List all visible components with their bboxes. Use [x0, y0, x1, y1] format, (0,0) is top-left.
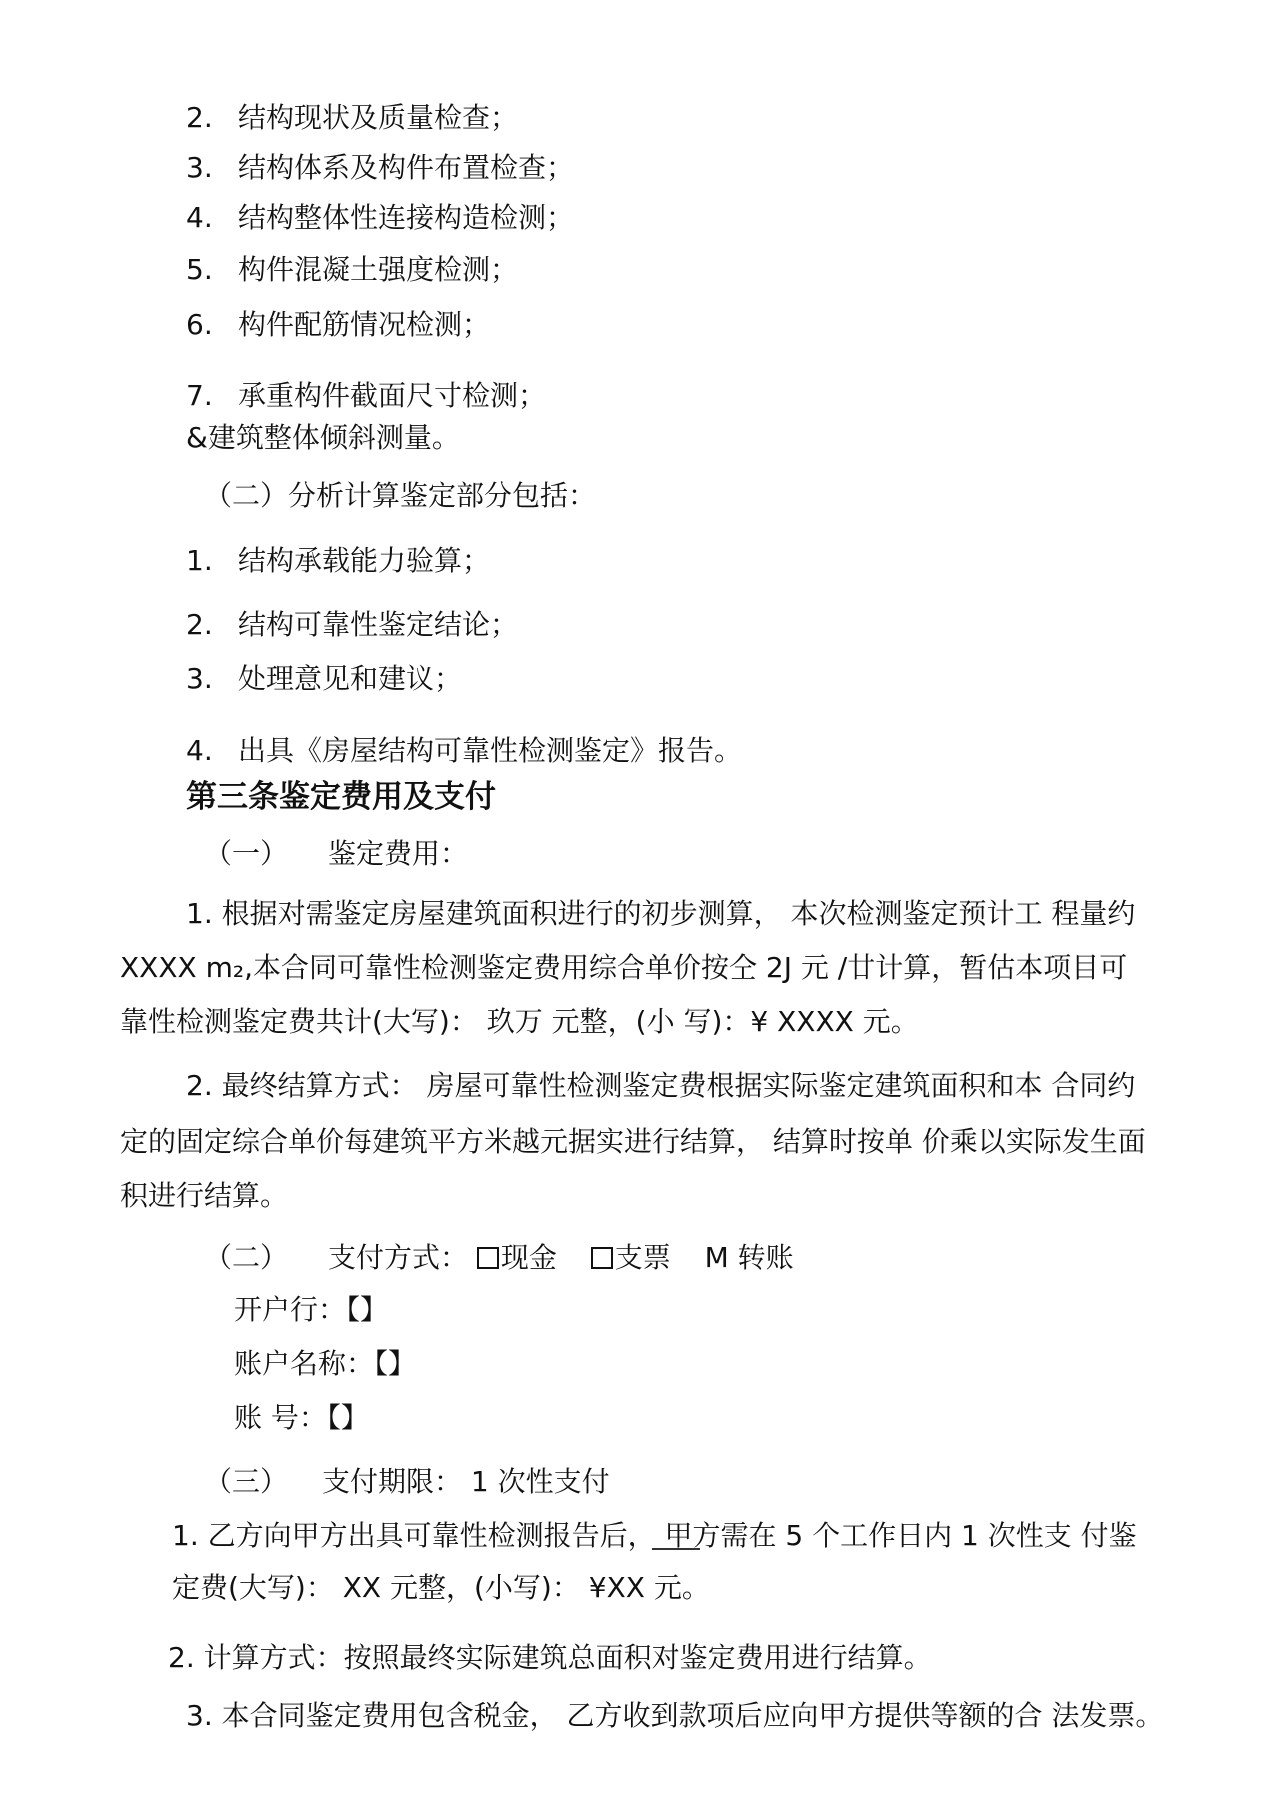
transfer-option: M 转账	[704, 1241, 794, 1274]
payment-term-heading: （三） 支付期限： 1 次性支付	[204, 1465, 610, 1498]
fee-paragraph-2-line-3: 积进行结算。	[120, 1179, 289, 1212]
article-3-title: 第三条鉴定费用及支付	[186, 779, 496, 815]
payment-method-row: （二） 支付方式： 现金 支票 M 转账	[204, 1241, 794, 1274]
analysis-item-3: 3. 处理意见和建议；	[186, 662, 463, 695]
fee-paragraph-1-line-1: 1. 根据对需鉴定房屋建筑面积进行的初步测算， 本次检测鉴定预计工 程量约	[186, 897, 1136, 930]
inspection-item-6: 6. 构件配筋情况检测；	[186, 308, 491, 341]
inspection-item-4: 4. 结构整体性连接构造检测；	[186, 201, 575, 234]
fee-paragraph-1-line-3: 靠性检测鉴定费共计(大写)： 玖万 元整，(小 写)：¥ XXXX 元。	[120, 1005, 919, 1038]
bank-field: 开户行：【】	[234, 1293, 389, 1326]
account-name-field: 账户名称：【】	[234, 1347, 417, 1380]
section-2-heading: （二）分析计算鉴定部分包括：	[204, 479, 597, 512]
inspection-item-2: 2. 结构现状及质量检查；	[186, 101, 519, 134]
term-item-2: 2. 计算方式：按照最终实际建筑总面积对鉴定费用进行结算。	[168, 1641, 932, 1674]
check-checkbox[interactable]	[591, 1247, 613, 1269]
term-item-1-line-2: 定费(大写)： XX 元整，(小写)： ¥XX 元。	[172, 1571, 710, 1604]
analysis-item-2: 2. 结构可靠性鉴定结论；	[186, 608, 519, 641]
fee-paragraph-2-line-2: 定的固定综合单价每建筑平方米越元据实进行结算， 结算时按单 价乘以实际发生面	[120, 1125, 1146, 1158]
account-number-field: 账 号：【】	[234, 1401, 369, 1434]
inspection-item-7: 7. 承重构件截面尺寸检测；	[186, 379, 547, 412]
fee-paragraph-1-line-2: XXXX m₂,本合同可靠性检测鉴定费用综合单价按仝 2J 元 /廿计算，暂估本项目可	[120, 951, 1128, 984]
inspection-item-3: 3. 结构体系及构件布置检查；	[186, 151, 575, 184]
inspection-item-8: &建筑整体倾斜测量。	[186, 421, 460, 454]
analysis-item-4: 4. 出具《房屋结构可靠性检测鉴定》报告。	[186, 734, 743, 767]
term-item-1-line-1: 1. 乙方向甲方出具可靠性检测报告后， 甲方需在 5 个工作日内 1 次性支 付鉴	[172, 1519, 1137, 1552]
cash-checkbox[interactable]	[477, 1247, 499, 1269]
fee-heading: （一） 鉴定费用：	[204, 837, 469, 870]
underline-rule	[652, 1548, 700, 1550]
analysis-item-1: 1. 结构承载能力验算；	[186, 544, 491, 577]
inspection-item-5: 5. 构件混凝土强度检测；	[186, 253, 519, 286]
fee-paragraph-2-line-1: 2. 最终结算方式： 房屋可靠性检测鉴定费根据实际鉴定建筑面积和本 合同约	[186, 1069, 1136, 1102]
term-item-3: 3. 本合同鉴定费用包含税金， 乙方收到款项后应向甲方提供等额的合 法发票。	[186, 1699, 1164, 1732]
